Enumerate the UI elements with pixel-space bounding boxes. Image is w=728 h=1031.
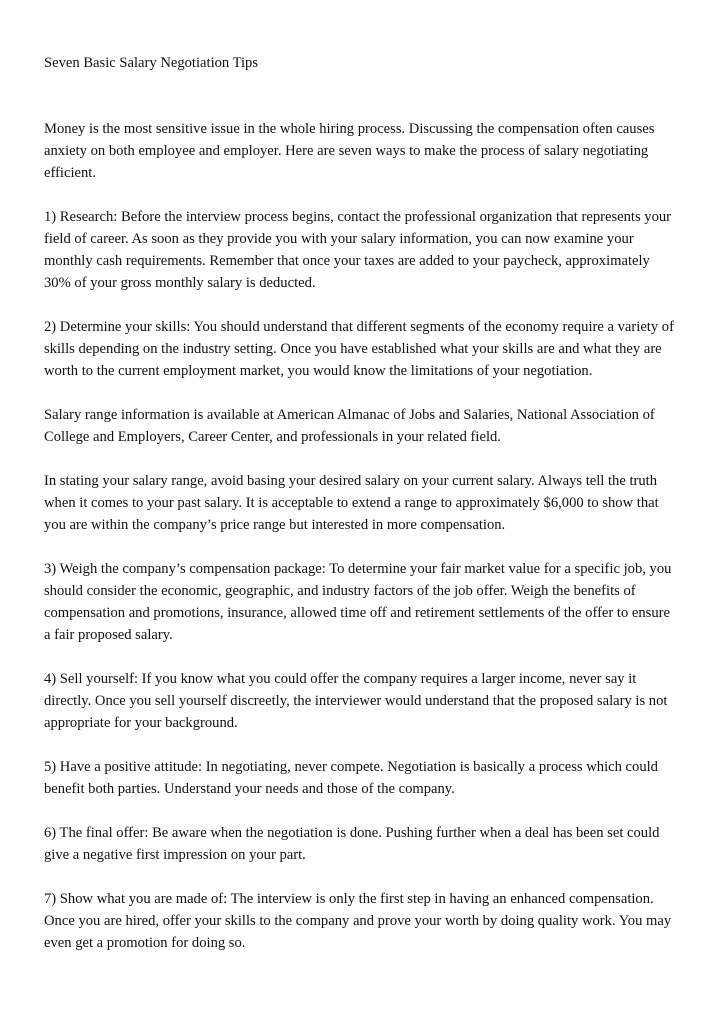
document-body — [44, 118, 692, 976]
paragraph — [44, 888, 692, 954]
paragraph — [44, 206, 692, 294]
text-line: give a negative first impression on your part. — [44, 847, 306, 863]
paragraph — [44, 822, 692, 866]
text-line: Money is the most sensitive issue in the whole hiring process. Discussing the compensation often causes — [44, 121, 655, 137]
text-line: 3) Weigh the company’s compensation package: To determine your fair market value for a specific job, you — [44, 561, 672, 577]
text-line: 7) Show what you are made of: The interview is only the first step in having an enhanced compensation. — [44, 891, 654, 907]
text-line: 5) Have a positive attitude: In negotiating, never compete. Negotiation is basically a process which could — [44, 759, 658, 775]
paragraph — [44, 558, 692, 646]
text-line: 6) The final offer: Be aware when the negotiation is done. Pushing further when a deal has been set could — [44, 825, 660, 841]
text-line: anxiety on both employee and employer. Here are seven ways to make the process of salary negotiating — [44, 143, 649, 159]
text-line: benefit both parties. Understand your needs and those of the company. — [44, 781, 455, 797]
text-line: efficient. — [44, 165, 96, 181]
paragraph — [44, 404, 692, 448]
text-line: 4) Sell yourself: If you know what you could offer the company requires a larger income, never say it — [44, 671, 637, 687]
text-line: 1) Research: Before the interview process begins, contact the professional organization that represents your — [44, 209, 672, 225]
text-line: 30% of your gross monthly salary is deducted. — [44, 275, 316, 291]
text-line: appropriate for your background. — [44, 715, 238, 731]
text-line: directly. Once you sell yourself discreetly, the interviewer would understand that the proposed salary is not — [44, 693, 668, 709]
text-line: worth to the current employment market, you would know the limitations of your negotiation. — [44, 363, 593, 379]
paragraph — [44, 470, 692, 536]
text-line: should consider the economic, geographic, and industry factors of the job offer. Weigh the benefits of — [44, 583, 636, 599]
text-line: a fair proposed salary. — [44, 627, 173, 643]
text-line: compensation and promotions, insurance, allowed time off and retirement settlements of the offer to ensure — [44, 605, 670, 621]
paragraph — [44, 756, 692, 800]
text-line: skills depending on the industry setting. Once you have established what your skills are and what they are — [44, 341, 662, 357]
text-line: field of career. As soon as they provide you with your salary information, you can now examine your — [44, 231, 634, 247]
document-title: Seven Basic Salary Negotiation Tips — [44, 55, 259, 71]
text-line: 2) Determine your skills: You should understand that different segments of the economy require a variety of — [44, 319, 674, 335]
text-line: when it comes to your past salary. It is acceptable to extend a range to approximately $6,000 to show that — [44, 495, 659, 511]
text-line: Once you are hired, offer your skills to the company and prove your worth by doing quality work. You may — [44, 913, 672, 929]
text-line: you are within the company’s price range but interested in more compensation. — [44, 517, 506, 533]
paragraph — [44, 316, 692, 382]
paragraph — [44, 118, 692, 184]
text-line: College and Employers, Career Center, and professionals in your related field. — [44, 429, 501, 445]
text-line: Salary range information is available at American Almanac of Jobs and Salaries, National Association of — [44, 407, 655, 423]
text-line: monthly cash requirements. Remember that once your taxes are added to your paycheck, approximately — [44, 253, 650, 269]
text-line: In stating your salary range, avoid basing your desired salary on your current salary. Always tell the truth — [44, 473, 658, 489]
paragraph — [44, 668, 692, 734]
text-line: even get a promotion for doing so. — [44, 935, 246, 951]
